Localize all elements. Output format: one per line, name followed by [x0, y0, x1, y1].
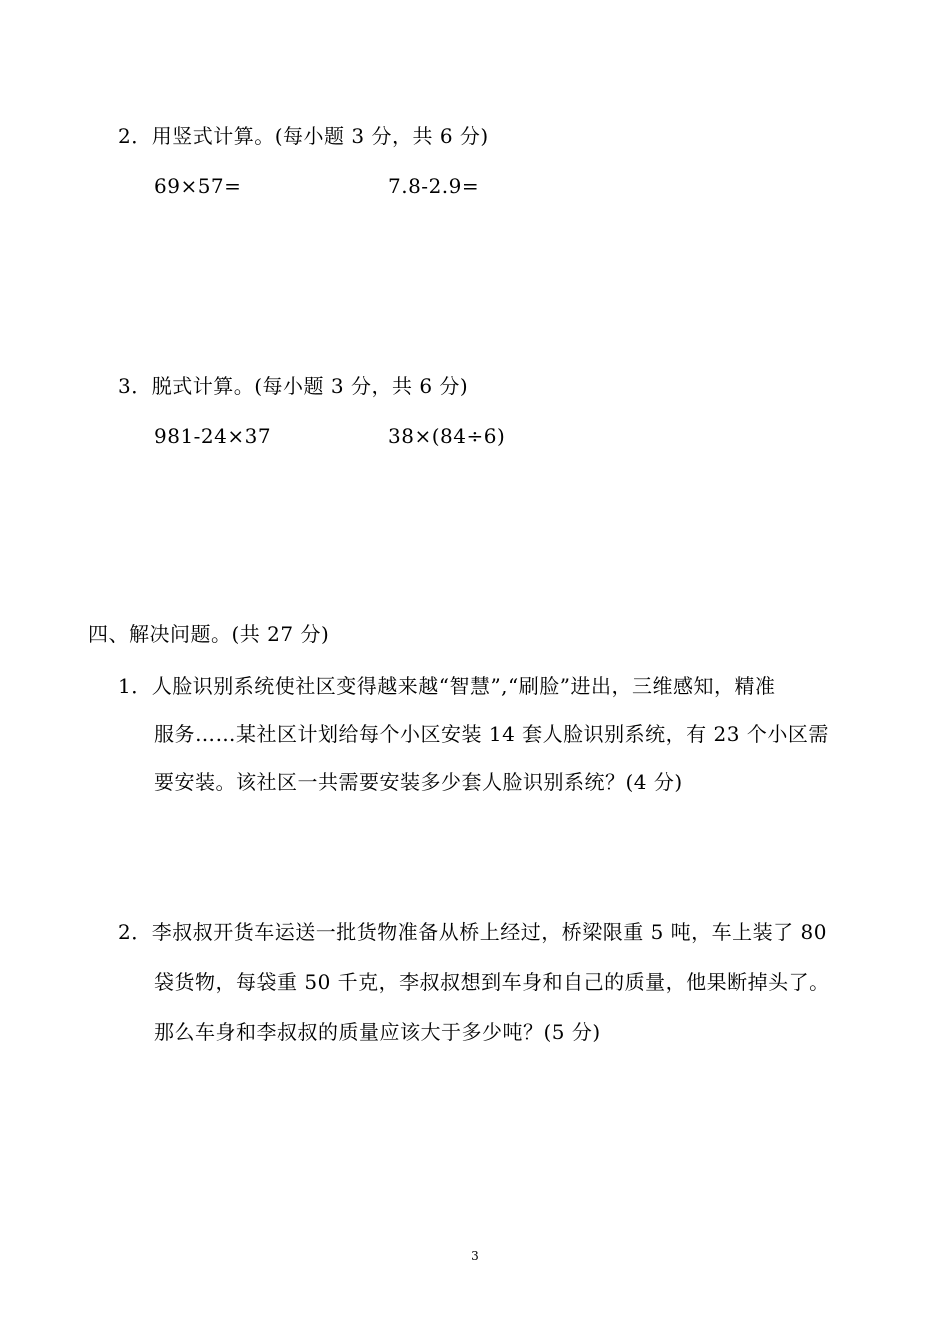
question-4-1-line-3: 要安装。该社区一共需要安装多少套人脸识别系统？(4 分): [154, 770, 683, 794]
question-4-1-line-1: 1．人脸识别系统使社区变得越来越“智慧”,“刷脸”进出，三维感知，精准: [118, 674, 776, 698]
question-3-2-item-2: 7.8-2.9=: [388, 174, 480, 198]
section-4-heading: 四、解决问题。(共 27 分): [88, 622, 330, 646]
question-3-2-item-1: 69×57=: [154, 174, 242, 198]
question-4-2-line-3: 那么车身和李叔叔的质量应该大于多少吨？(5 分): [154, 1020, 601, 1044]
question-3-2-title: 2．用竖式计算。(每小题 3 分，共 6 分): [118, 124, 489, 148]
question-3-3-item-1: 981-24×37: [154, 424, 272, 448]
question-3-3-title: 3．脱式计算。(每小题 3 分，共 6 分): [118, 374, 469, 398]
question-3-3-item-2: 38×(84÷6): [388, 424, 506, 448]
question-4-1-line-2: 服务……某社区计划给每个小区安装 14 套人脸识别系统，有 23 个小区需: [154, 722, 829, 746]
question-4-2-line-1: 2．李叔叔开货车运送一批货物准备从桥上经过，桥梁限重 5 吨，车上装了 80: [118, 920, 827, 944]
page-number: 3: [471, 1249, 479, 1263]
question-4-2-line-2: 袋货物，每袋重 50 千克，李叔叔想到车身和自己的质量，他果断掉头了。: [154, 970, 830, 994]
